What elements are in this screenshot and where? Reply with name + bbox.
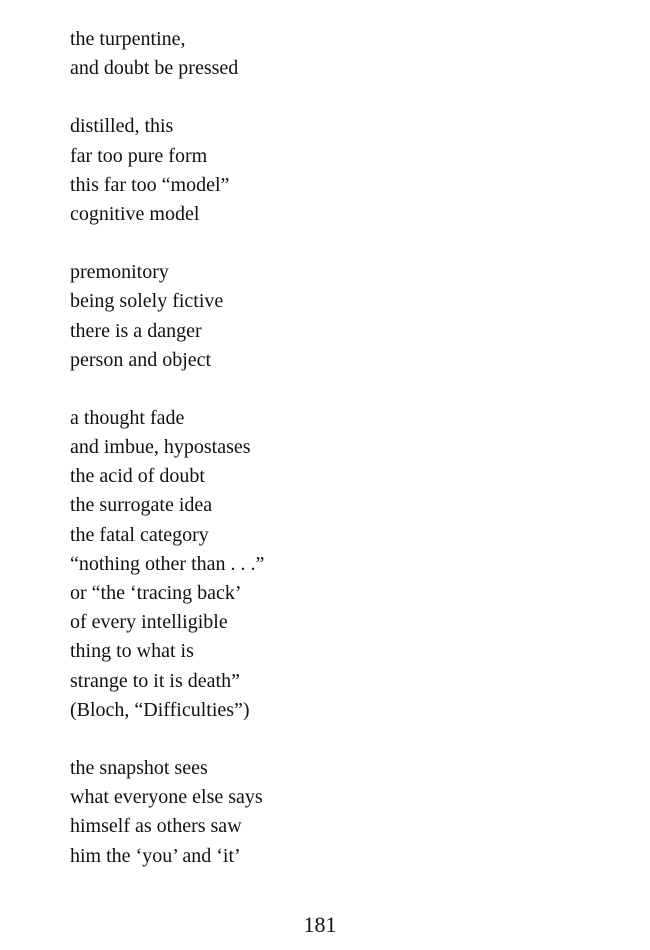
page-number: 181 <box>303 912 337 937</box>
poem-line: and imbue, hypostases <box>70 436 251 459</box>
poem-line: the fatal category <box>70 523 209 546</box>
stanza-3 <box>70 258 610 375</box>
poem-line: or “the ‘tracing back’ <box>70 582 242 604</box>
poem-line: and doubt be pressed <box>70 57 239 80</box>
poem-line: “nothing other than . . .” <box>70 552 265 575</box>
poem-line: far too pure form <box>70 144 208 167</box>
poem-line: a thought fade <box>70 406 185 429</box>
poem-line: person and object <box>70 348 212 371</box>
poem-line: distilled, this <box>70 115 174 138</box>
poem-line: the snapshot sees <box>70 756 208 779</box>
poem-line: thing to what is <box>70 640 194 663</box>
poem-line: cognitive model <box>70 202 200 225</box>
stanza-5 <box>70 754 610 871</box>
stanza-2 <box>70 112 610 229</box>
poem-line: the acid of doubt <box>70 465 205 488</box>
poem-line: this far too “model” <box>70 173 230 196</box>
stanza-1 <box>70 25 610 83</box>
poem-line: what everyone else says <box>70 786 263 809</box>
poem-line: (Bloch, “Difficulties”) <box>70 698 250 721</box>
stanza-4 <box>70 404 610 725</box>
poem-line: himself as others saw <box>70 815 242 838</box>
poem-line: there is a danger <box>70 319 202 342</box>
poem-line: being solely fictive <box>70 290 224 313</box>
poem-line: the turpentine, <box>70 28 186 50</box>
poem-line: premonitory <box>70 261 169 284</box>
poem-line: strange to it is death” <box>70 669 240 692</box>
poem-line: him the ‘you’ and ‘it’ <box>70 844 241 867</box>
poem-line: the surrogate idea <box>70 494 213 517</box>
poem-line: of every intelligible <box>70 611 228 634</box>
poem-body <box>70 25 610 900</box>
